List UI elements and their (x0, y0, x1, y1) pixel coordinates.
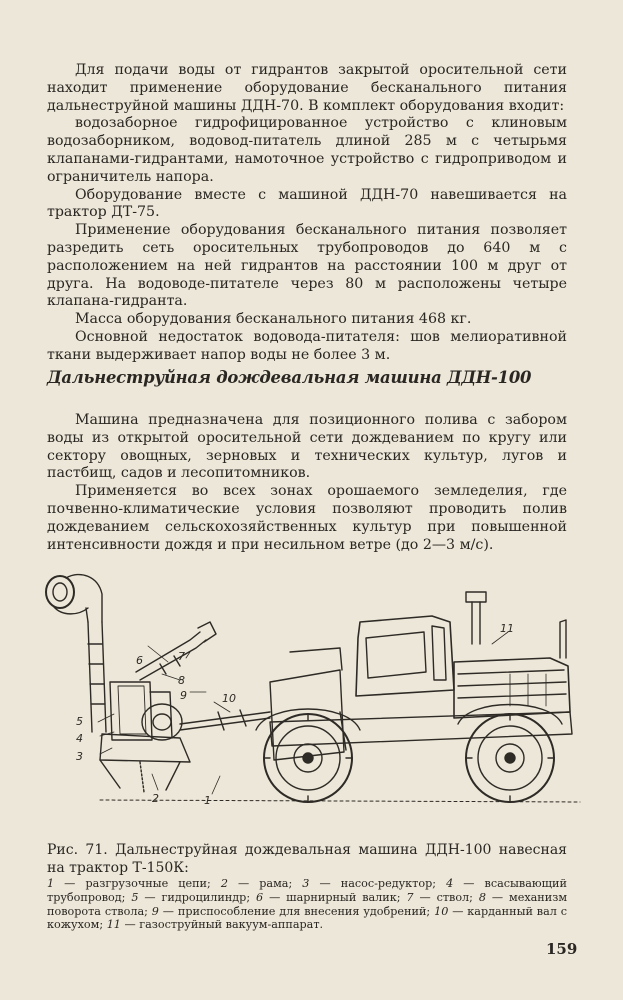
legend-text: рама; (259, 877, 293, 890)
legend-text: насос-редуктор; (340, 877, 437, 890)
legend-num: 6 (256, 890, 264, 904)
legend-text: гидроцилиндр; (161, 890, 251, 904)
section-text-block (47, 412, 567, 554)
callout-label: 11 (500, 622, 514, 635)
legend-text: разгрузочные цепи; (85, 877, 211, 890)
callout-label: 8 (178, 674, 185, 687)
paragraph: Применяется во всех зонах орошаемого земледелия, где почвенно-климатические условия позволяют проводить полив дождеванием сельскохозяйственных культур при повышенной интенсивности дождя и при несильном ветре (до 2—3 м/с). (47, 483, 567, 553)
legend-num: 5 (131, 890, 139, 904)
callout-label: 2 (152, 792, 159, 805)
top-text-block (47, 62, 567, 365)
legend-num: 11 (106, 918, 121, 932)
caption-text: Дальнеструйная дождевальная машина ДДН-100 навесная на трактор Т-150К: (47, 842, 567, 876)
paragraph: Основной недостаток водовода-питателя: шов мелиоративной ткани выдерживает напор воды не более 3 м. (47, 328, 567, 363)
figure-caption (47, 842, 567, 932)
callout-label: 10 (222, 692, 236, 705)
callout-label: 3 (76, 750, 83, 763)
callout-label: 9 (180, 689, 187, 702)
legend-text: ствол; (436, 890, 473, 904)
paragraph: Применение оборудования бесканального питания позволяет разредить сеть оросительных трубопроводов до 640 м с расположением на ней гидрантов на расстоянии 100 м друг от друга. На водоводе-питателе через 80 м расположены четыре клапана-гидранта. (47, 222, 567, 310)
legend-text: газоструйный вакуум-аппарат. (139, 918, 324, 932)
paragraph: Оборудование вместе с машиной ДДН-70 навешивается на трактор ДТ-75. (47, 186, 567, 221)
tractor-figure (40, 562, 585, 832)
paragraph: Машина предназначена для позиционного полива с забором воды из открытой оросительной сети дождеванием по кругу или сектору овощных, зерновых и технических культур, лугов и пастбищ, садов и лесопитомников. (47, 412, 567, 482)
legend-text: механизм поворота ствола; (47, 890, 568, 918)
callout-label: 6 (136, 654, 143, 667)
legend-num: 9 (151, 904, 159, 918)
legend-text: приспособление для внесения удобрений; (177, 904, 431, 918)
callout-label: 4 (76, 732, 83, 745)
legend-text: шарнирный валик; (286, 890, 401, 904)
caption-title (47, 842, 567, 877)
callout-label: 5 (76, 715, 83, 728)
legend-num: 8 (478, 890, 486, 904)
legend-text: карданный вал с кожухом; (47, 904, 568, 932)
page-number: 159 (546, 940, 578, 958)
callout-label: 7 (178, 650, 185, 663)
legend-num: 10 (434, 904, 449, 918)
legend-num: 2 (220, 877, 228, 890)
legend-num: 4 (446, 877, 454, 890)
legend-num: 1 (47, 877, 55, 890)
legend-num: 3 (302, 877, 310, 890)
paragraph: водозаборное гидрофицированное устройство с клиновым водозаборником, водовод-питатель длиной 285 м с четырьмя клапанами-гидрантами, намоточное устройство с гидроприводом и ограничитель напора. (47, 115, 567, 185)
paragraph: Для подачи воды от гидрантов закрытой оросительной сети находит применение оборудование бесканального питания дальнеструйной машины ДДН-70. В комплект оборудования входит: (47, 62, 567, 114)
caption-legend: 1 — разгрузочные цепи; 2 — рама; 3 — насос-редуктор; 4 — всасывающий трубопровод; 5 — гидроцилиндр; 6 — шарнирный валик; 7 — ствол; 8 — механизм поворота ствола; 9 — приспособление для внесения удобрений; 10 — карданный вал с кожухом; 11 — газоструйный вакуум-аппарат. (47, 877, 568, 932)
caption-label: Рис. 71. (47, 842, 108, 858)
paragraph: Масса оборудования бесканального питания 468 кг. (75, 311, 472, 328)
legend-num: 7 (406, 890, 414, 904)
section-heading: Дальнеструйная дождевальная машина ДДН-100 (47, 368, 532, 387)
callout-label: 1 (204, 794, 211, 807)
legend-text: всасывающий трубопровод; (47, 877, 567, 904)
